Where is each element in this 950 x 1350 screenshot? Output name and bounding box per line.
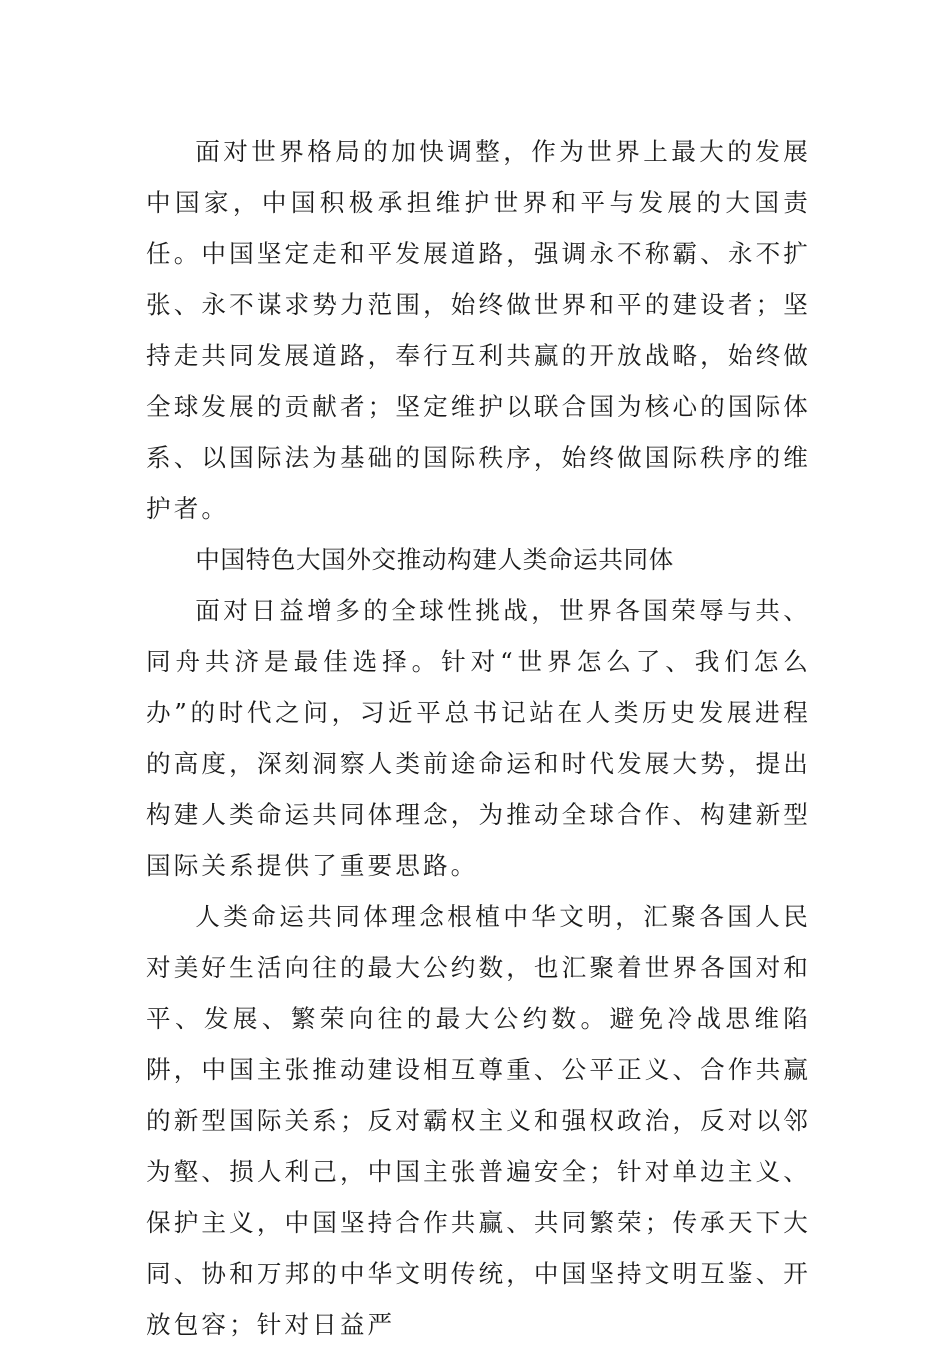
paragraph-1: 面对世界格局的加快调整，作为世界上最大的发展中国家，中国积极承担维护世界和平与发展的大国责任。中国坚定走和平发展道路，强调永不称霸、永不扩张、永不谋求势力范围，始终做世界和平的建设者；坚持走共同发展道路，奉行互利共赢的开放战略，始终做全球发展的贡献者；坚定维护以联合国为核心的国际体系、以国际法为基础的国际秩序，始终做国际秩序的维护者。: [146, 137, 811, 523]
paragraph-3: 人类命运共同体理念根植中华文明，汇聚各国人民对美好生活向往的最大公约数，也汇聚着世界各国对和平、发展、繁荣向往的最大公约数。避免冷战思维陷阱，中国主张推动建设相互尊重、公平正义、合作共赢的新型国际关系；反对霸权主义和强权政治，反对以邻为壑、损人利己，中国主张普遍安全；针对单边主义、保护主义，中国坚持合作共赢、共同繁荣；传承天下大同、协和万邦的中华文明传统，中国坚持文明互鉴、开放包容；针对日益严: [146, 902, 811, 1339]
paragraph-2: 面对日益增多的全球性挑战，世界各国荣辱与共、同舟共济是最佳选择。针对“世界怎么了、我们怎么办”的时代之问，习近平总书记站在人类历史发展进程的高度，深刻洞察人类前途命运和时代发展大势，提出构建人类命运共同体理念，为推动全球合作、构建新型国际关系提供了重要思路。: [146, 596, 811, 880]
section-heading: 中国特色大国外交推动构建人类命运共同体: [195, 545, 674, 574]
document-body: [146, 126, 811, 1350]
